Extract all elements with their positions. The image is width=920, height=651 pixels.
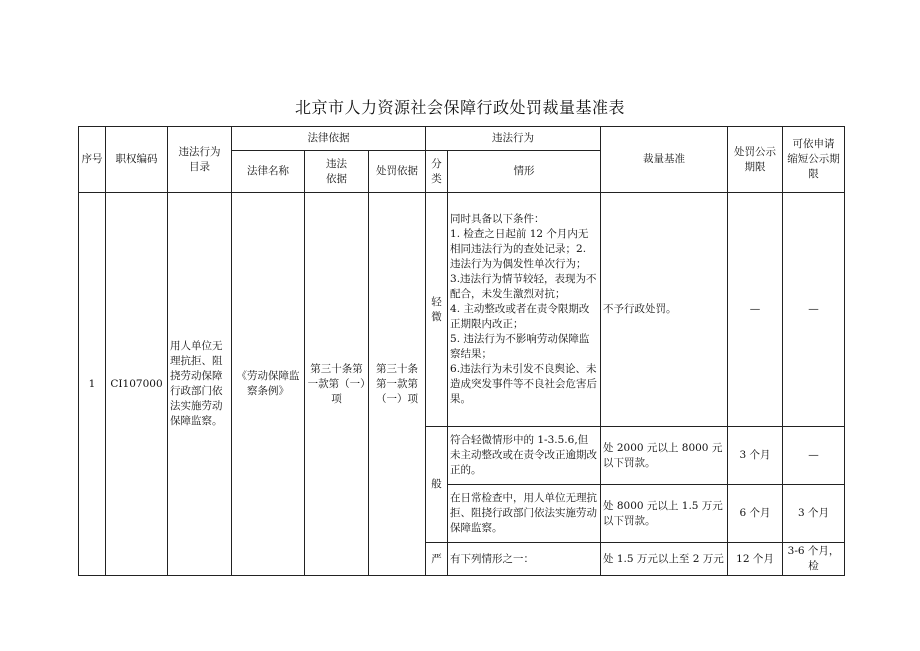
penalty-standard-table	[78, 126, 845, 576]
category-general: 般	[426, 427, 448, 543]
row-seq: 1	[79, 193, 106, 576]
shorten-general-2: 3 个月	[783, 485, 845, 543]
publicity-general-2: 6 个月	[728, 485, 783, 543]
circumstance-general-1: 符合轻微情形中的 1-3.5.6,但未主动整改或在责令改正逾期改正的。	[448, 427, 601, 485]
circumstance-severe: 有下列情形之一：	[448, 543, 601, 576]
standard-minor: 不予行政处罚。	[601, 193, 728, 427]
row-penalty-basis: 第三十条第一款第（一）项	[369, 193, 426, 576]
circumstance-line: 6.违法行为未引发不良舆论、未造成突发事件等不良社会危害后果。	[450, 363, 598, 405]
publicity-general-1: 3 个月	[728, 427, 783, 485]
header-violation-basis: 违法 依据	[305, 151, 369, 193]
row-code: CI107000	[106, 193, 168, 576]
header-code: 职权编码	[106, 127, 168, 193]
header-penalty-basis: 处罚依据	[369, 151, 426, 193]
header-category: 分 类	[426, 151, 448, 193]
circumstance-minor	[448, 193, 601, 427]
shorten-severe: 3-6 个月，检	[783, 543, 845, 576]
row-catalog: 用人单位无理抗拒、阻挠劳动保障行政部门依法实施劳动保障监察。	[168, 193, 232, 576]
standard-severe: 处 1.5 万元以上至 2 万元	[601, 543, 728, 576]
circumstance-line: 3.违法行为情节较轻，表现为不配合，未发生激烈对抗；	[450, 273, 597, 300]
standard-general-1: 处 2000 元以上 8000 元以下罚款。	[601, 427, 728, 485]
header-seq: 序号	[79, 127, 106, 193]
category-minor: 轻微	[426, 193, 448, 427]
header-legal-basis: 法律依据	[232, 127, 426, 151]
shorten-minor: —	[783, 193, 845, 427]
header-standard: 裁量基准	[601, 127, 728, 193]
publicity-severe: 12 个月	[728, 543, 783, 576]
publicity-minor: —	[728, 193, 783, 427]
circumstance-line: 同时具备以下条件：	[450, 213, 545, 225]
circumstance-line: 4. 主动整改或者在责令限期改正期限内改正；	[450, 303, 590, 330]
page-title: 北京市人力资源社会保障行政处罚裁量基准表	[294, 98, 625, 117]
category-severe: 严	[426, 543, 448, 576]
circumstance-line: 5. 违法行为不影响劳动保障监察结果；	[450, 333, 590, 360]
row-law-name: 《劳动保障监察条例》	[232, 193, 305, 576]
header-violation: 违法行为	[426, 127, 601, 151]
header-circumstance: 情形	[448, 151, 601, 193]
shorten-general-1: —	[783, 427, 845, 485]
circumstance-general-2: 在日常检查中，用人单位无理抗拒、阻挠行政部门依法实施劳动保障监察。	[448, 485, 601, 543]
standard-general-2: 处 8000 元以上 1.5 万元以下罚款。	[601, 485, 728, 543]
header-shorten-period: 可依申请 缩短公示期限	[783, 127, 845, 193]
header-catalog: 违法行为 目录	[168, 127, 232, 193]
row-violation-basis: 第三十条第一款第（一）项	[305, 193, 369, 576]
header-law-name: 法律名称	[232, 151, 305, 193]
header-publicity-period: 处罚公示 期限	[728, 127, 783, 193]
circumstance-line: 1. 检查之日起前 12 个月内无相同违法行为的查处记录；2. 违法行为为偶发性单次行为；	[450, 228, 589, 270]
